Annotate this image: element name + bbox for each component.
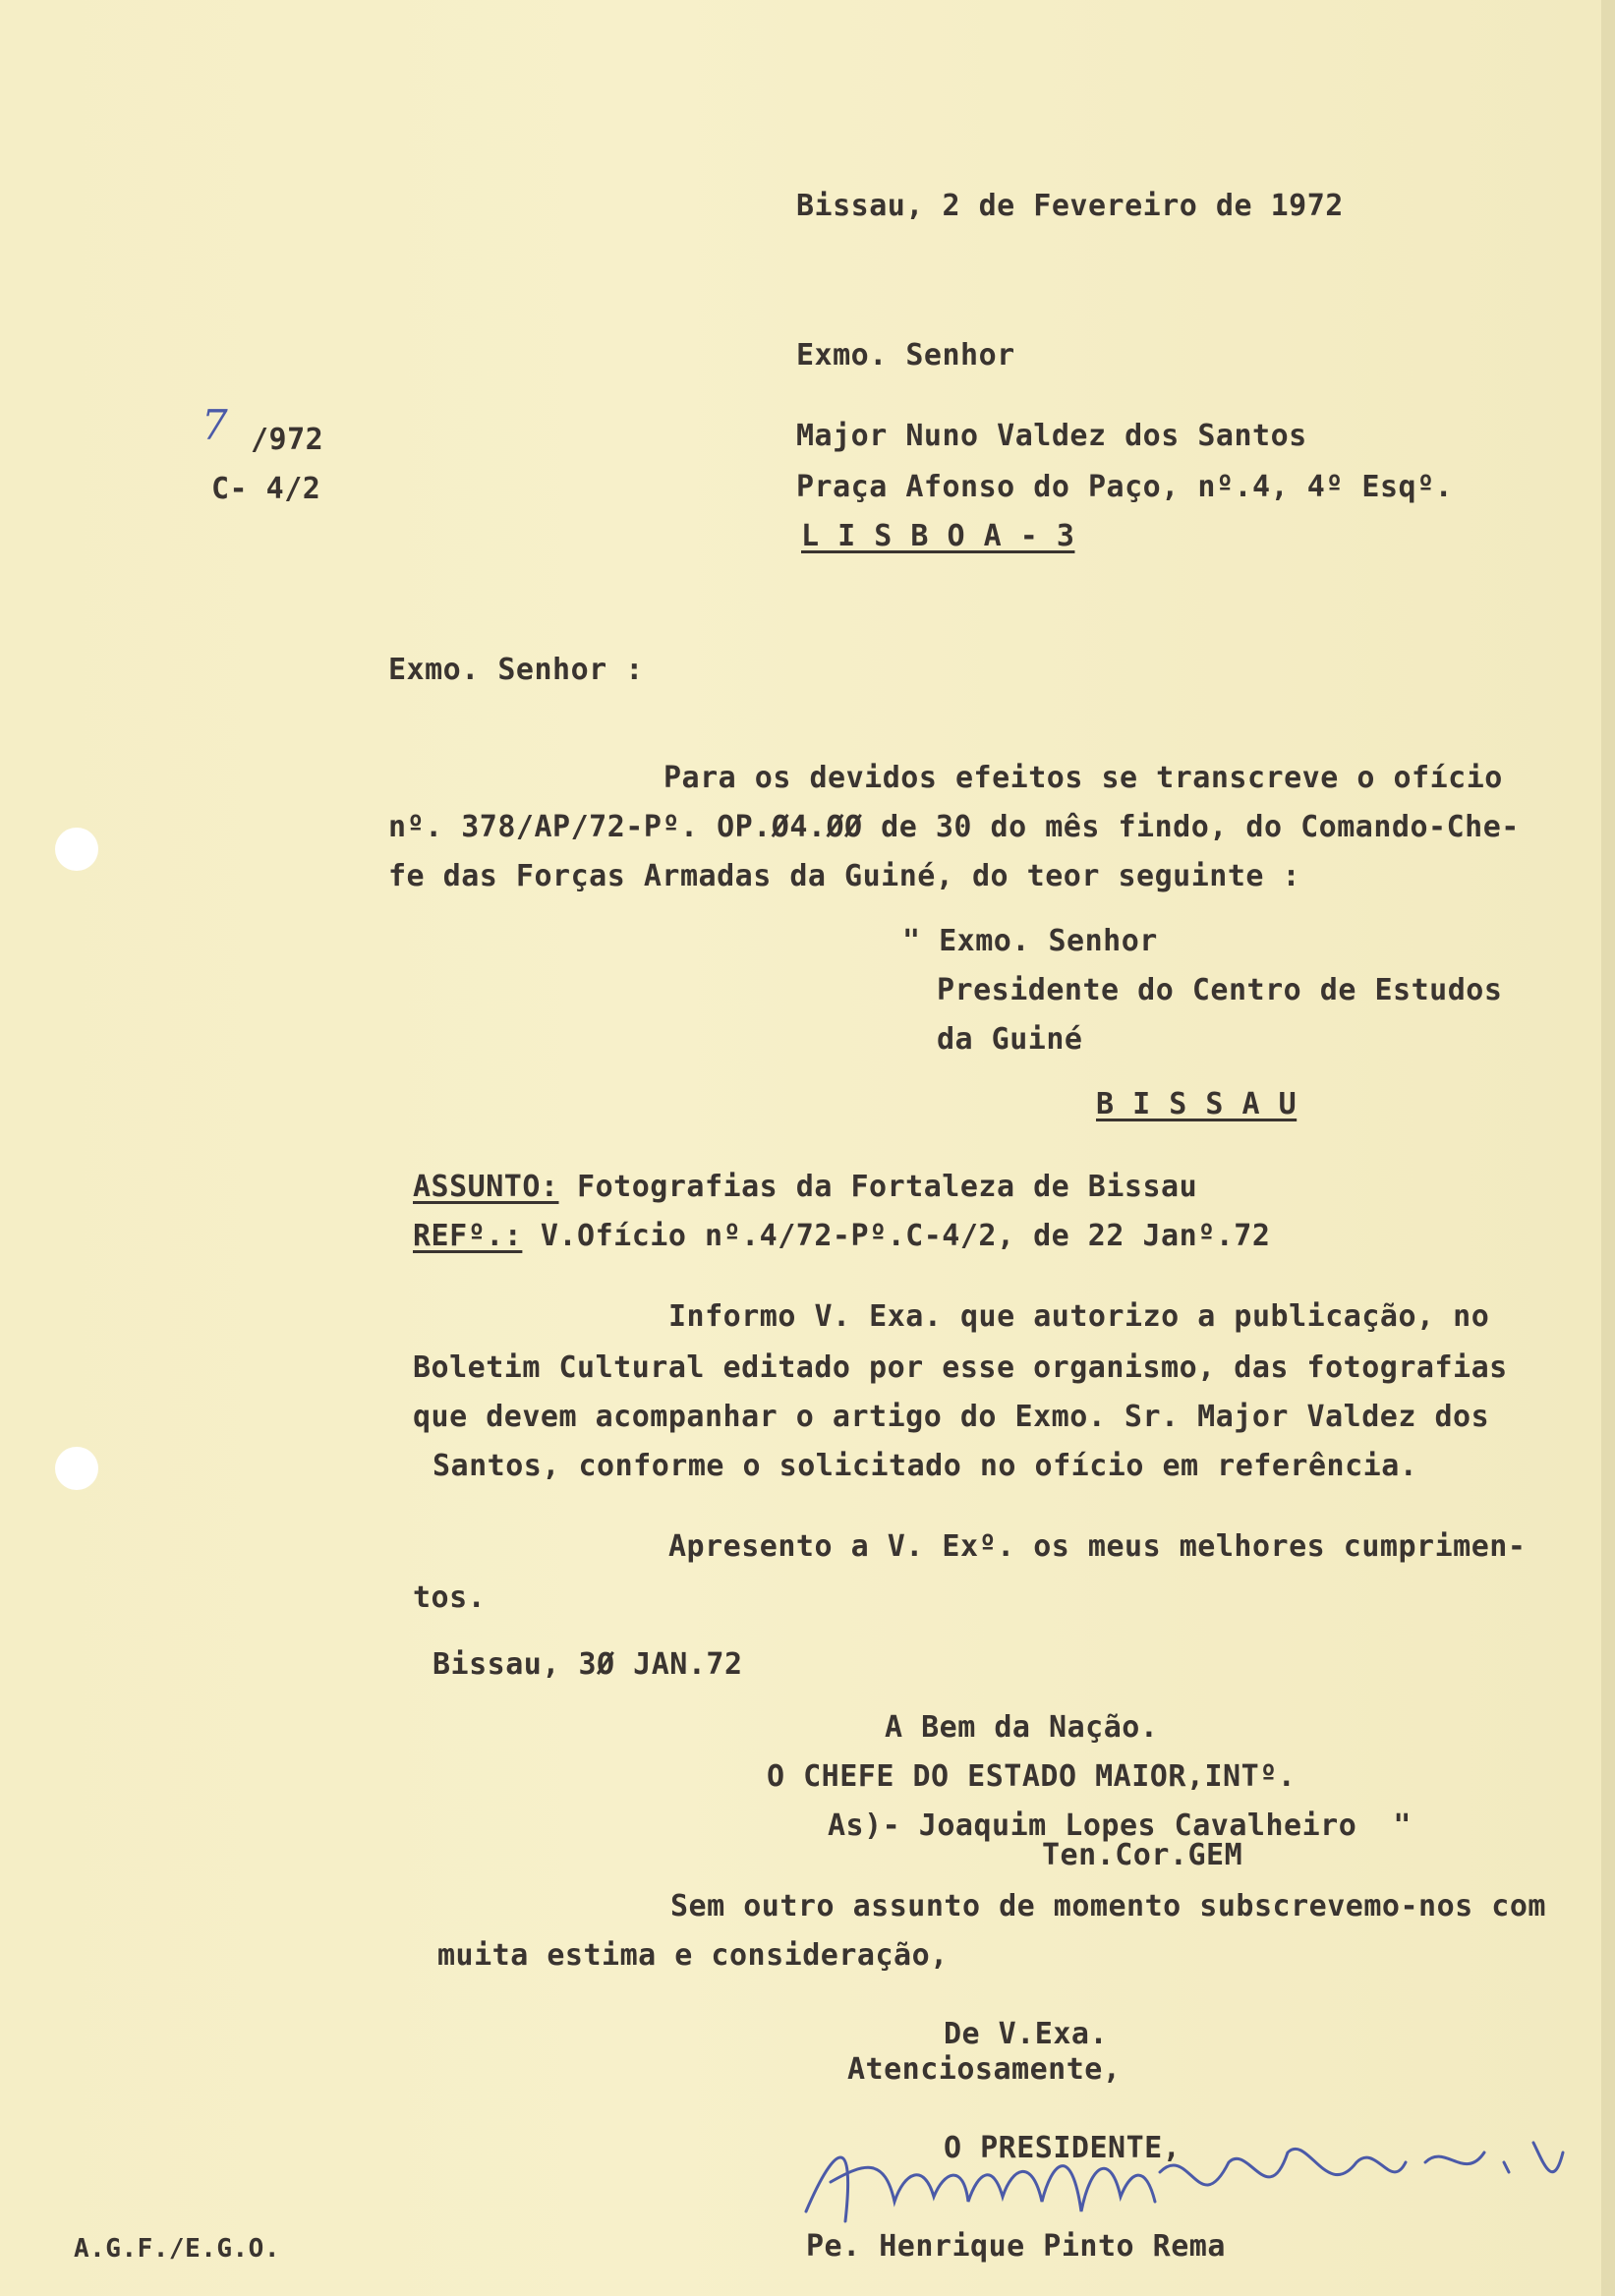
typist-initials: A.G.F./E.G.O. (74, 2234, 280, 2264)
quote-closing: A Bem da Nação. (885, 1710, 1159, 1745)
quote-addressee-line2: Presidente do Centro de Estudos (937, 973, 1503, 1007)
quote-signed: As)- Joaquim Lopes Cavalheiro " (828, 1808, 1412, 1843)
handwritten-signature (777, 2103, 1602, 2251)
body-salutation: Exmo. Senhor : (388, 653, 644, 687)
subject-text: Fotografias da Fortaleza de Bissau (558, 1170, 1198, 1204)
para1-line2: nº. 378/AP/72-Pº. OP.Ø4.ØØ de 30 do mês findo, do Comando-Che- (388, 810, 1520, 844)
para3-line2: tos. (413, 1580, 487, 1615)
para4-line2: muita estima e consideração, (437, 1938, 949, 1973)
closing-atenciosamente: Atenciosamente, (847, 2052, 1122, 2087)
salutation-top: Exmo. Senhor (796, 338, 1015, 373)
para4-line1: Sem outro assunto de momento subscrevemo-nos com (670, 1889, 1546, 1923)
para2-line2: Boletim Cultural editado por esse organismo, das fotografias (413, 1350, 1508, 1385)
recipient-city: L I S B O A - 3 (801, 519, 1075, 553)
para3-line1: Apresento a V. Exº. os meus melhores cumprimen- (668, 1529, 1527, 1564)
recipient-address: Praça Afonso do Paço, nº.4, 4º Esqº. (796, 470, 1454, 504)
reference-line (413, 1219, 1270, 1254)
closing-name: Pe. Henrique Pinto Rema (806, 2229, 1226, 2264)
reference-label: REFº.: (413, 1219, 523, 1253)
closing-role: O PRESIDENTE, (944, 2131, 1182, 2165)
para2-line1: Informo V. Exa. que autorizo a publicação, no (668, 1299, 1490, 1334)
reference-code: C- 4/2 (211, 472, 321, 506)
quote-city: B I S S A U (1096, 1087, 1298, 1121)
quote-addressee-line3: da Guiné (937, 1022, 1083, 1057)
para1-line3: fe das Forças Armadas da Guiné, do teor seguinte : (388, 859, 1301, 893)
para2-line3: que devem acompanhar o artigo do Exmo. Sr. Major Valdez dos (413, 1400, 1490, 1434)
quote-office: O CHEFE DO ESTADO MAIOR,INTº. (767, 1759, 1297, 1794)
subject-line (413, 1170, 1197, 1205)
closing-de: De V.Exa. (944, 2017, 1109, 2051)
recipient-name: Major Nuno Valdez dos Santos (796, 419, 1307, 453)
quote-date: Bissau, 3Ø JAN.72 (433, 1647, 743, 1682)
para2-line4: Santos, conforme o solicitado no ofício em referência. (433, 1449, 1418, 1483)
subject-label: ASSUNTO: (413, 1170, 559, 1204)
reference-number-handwritten: 7 (202, 401, 228, 449)
quote-addressee-line1: " Exmo. Senhor (902, 924, 1158, 958)
punch-hole-top (55, 828, 98, 871)
punch-hole-bottom (55, 1447, 98, 1490)
paper-edge (1601, 0, 1615, 2296)
para1-line1: Para os devidos efeitos se transcreve o ofício (663, 761, 1503, 795)
reference-year: /972 (251, 423, 324, 457)
reference-text: V.Ofício nº.4/72-Pº.C-4/2, de 22 Janº.72 (522, 1219, 1271, 1253)
date-line: Bissau, 2 de Fevereiro de 1972 (796, 189, 1344, 223)
quote-rank: Ten.Cor.GEM (1042, 1838, 1243, 1872)
